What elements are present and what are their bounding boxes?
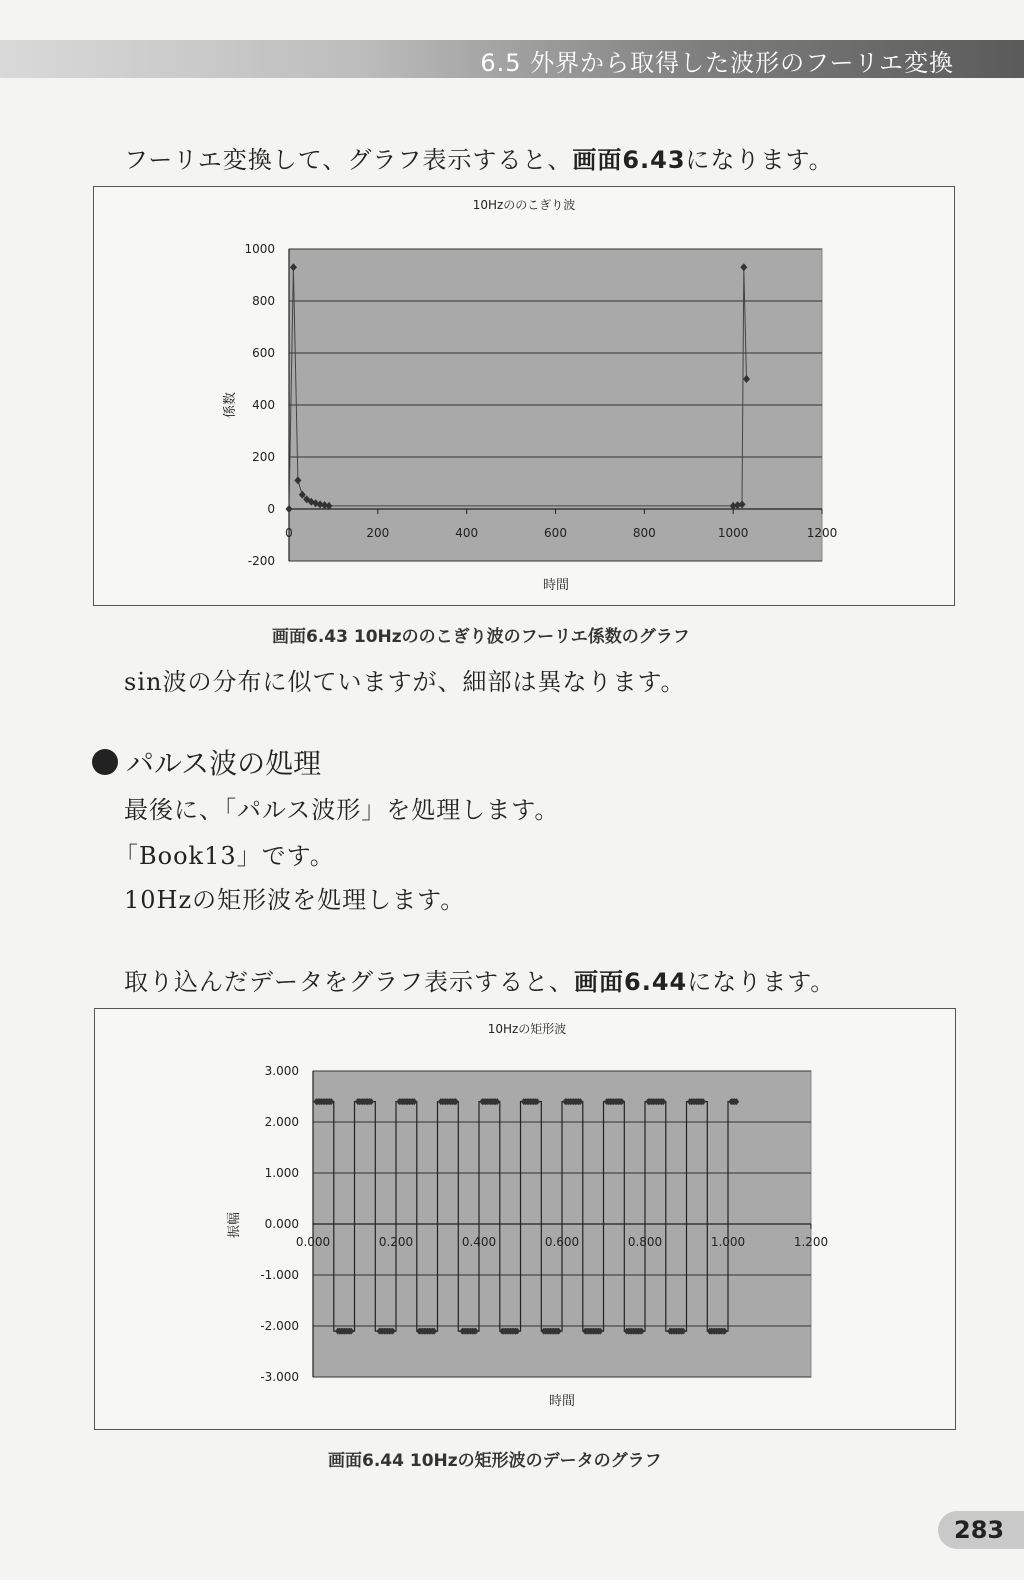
y-tick-label: 0 <box>267 502 275 516</box>
x-tick-label: 200 <box>366 526 390 540</box>
chart-1 <box>94 187 954 605</box>
y-tick-label: 0.000 <box>264 1217 299 1231</box>
y-tick-label: -200 <box>247 554 275 568</box>
y-tick-label: -3.000 <box>260 1370 299 1384</box>
x-tick-label: 0.000 <box>295 1235 331 1249</box>
y-tick-label: 3.000 <box>264 1064 299 1078</box>
y-tick-label: 2.000 <box>264 1115 299 1129</box>
x-tick-label: 1200 <box>806 526 838 540</box>
x-tick-label: 0.800 <box>627 1235 663 1249</box>
caption-fig-6-43: 画面6.43 10Hzののこぎり波のフーリエ係数のグラフ <box>272 627 690 647</box>
x-tick-label: 0 <box>285 526 293 540</box>
paragraph-2: sin波の分布に似ていますが、細部は異なります。 <box>124 668 686 696</box>
chart-2-xlabel: 時間 <box>548 1394 576 1409</box>
y-tick-label: 800 <box>252 294 275 308</box>
bullet-icon <box>92 749 118 775</box>
caption-fig-6-44: 画面6.44 10Hzの矩形波のデータのグラフ <box>328 1451 662 1471</box>
chart-2 <box>95 1009 955 1429</box>
y-tick-label: 1.000 <box>264 1166 299 1180</box>
section-heading <box>92 742 321 782</box>
paragraph-5: 10Hzの矩形波を処理します。 <box>124 886 466 914</box>
y-tick-label: 400 <box>252 398 275 412</box>
paragraph-6-post: になります。 <box>687 968 836 996</box>
header-bar <box>0 40 1024 78</box>
chart-2-ylabel: 振幅 <box>227 1211 242 1239</box>
x-tick-label: 0.200 <box>378 1235 414 1249</box>
y-tick-label: -2.000 <box>260 1319 299 1333</box>
x-tick-label: 1.200 <box>793 1235 829 1249</box>
x-tick-label: 400 <box>455 526 479 540</box>
chart-1-frame <box>93 186 955 606</box>
paragraph-1 <box>124 140 834 175</box>
paragraph-1-pre: フーリエ変換して、グラフ表示すると、 <box>124 146 573 174</box>
chart-1-xlabel: 時間 <box>542 578 570 593</box>
section-title: パルス波の処理 <box>126 747 322 780</box>
chart-1-ylabel: 係数 <box>223 391 238 419</box>
paragraph-6 <box>124 962 835 997</box>
x-tick-label: 800 <box>632 526 656 540</box>
paragraph-3: 最後に、「パルス波形」を処理します。 <box>124 796 560 824</box>
chart-1-title: 10Hzののこぎり波 <box>472 198 576 212</box>
x-tick-label: 0.400 <box>461 1235 497 1249</box>
chart-2-frame <box>94 1008 956 1430</box>
y-tick-label: 200 <box>252 450 275 464</box>
paragraph-4: 「Book13」です。 <box>114 842 335 870</box>
x-tick-label: 1000 <box>717 526 749 540</box>
chart-2-title: 10Hzの矩形波 <box>487 1022 567 1036</box>
header-title: 6.5 外界から取得した波形のフーリエ変換 <box>480 49 954 77</box>
figure-ref-6-44: 画面6.44 <box>574 968 688 996</box>
paragraph-1-post: になります。 <box>685 146 834 174</box>
y-tick-label: 1000 <box>244 242 275 256</box>
x-tick-label: 600 <box>544 526 567 540</box>
page-number: 283 <box>938 1511 1024 1549</box>
paragraph-6-pre: 取り込んだデータをグラフ表示すると、 <box>124 968 574 996</box>
x-tick-label: 1.000 <box>710 1235 746 1249</box>
y-tick-label: -1.000 <box>260 1268 299 1282</box>
y-tick-label: 600 <box>252 346 275 360</box>
x-tick-label: 0.600 <box>544 1235 580 1249</box>
figure-ref-6-43: 画面6.43 <box>572 146 686 174</box>
